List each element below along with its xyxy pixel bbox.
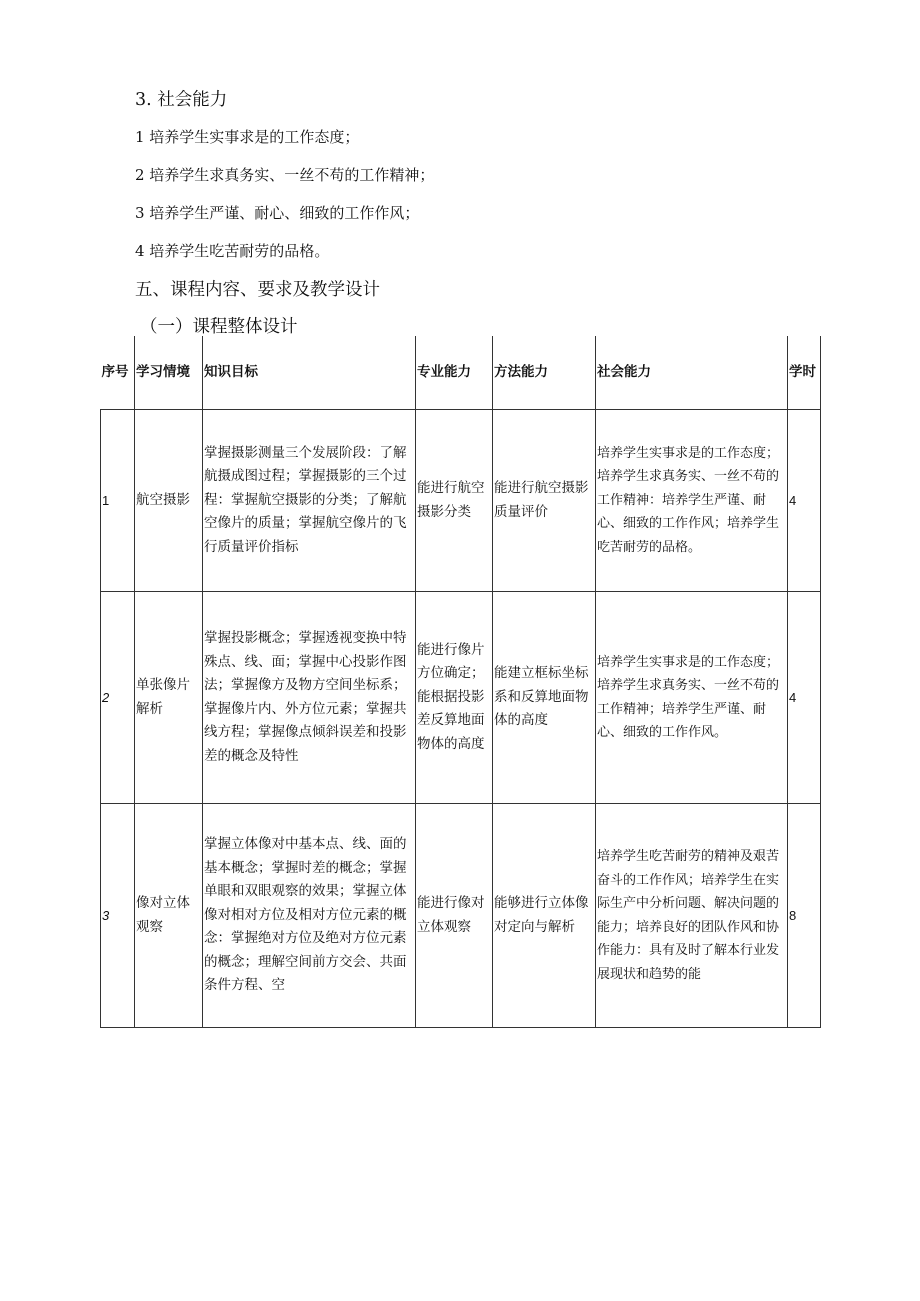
row-number: 3 xyxy=(101,804,135,1028)
header-knowledge: 知识目标 xyxy=(203,336,416,410)
row-situation: 像对立体观察 xyxy=(135,804,203,1028)
row-number: 1 xyxy=(101,410,135,592)
section-5-title: 五、课程内容、要求及教学设计 xyxy=(135,280,380,300)
social-ability-point-1: 1 培养学生实事求是的工作态度； xyxy=(135,128,360,146)
course-design-table xyxy=(100,336,821,1028)
header-hours: 学时 xyxy=(788,336,821,410)
header-professional: 专业能力 xyxy=(416,336,493,410)
section-3-title: 3. 社会能力 xyxy=(135,90,228,110)
header-social: 社会能力 xyxy=(596,336,788,410)
table-row xyxy=(101,804,821,1028)
row-social: 培养学生吃苦耐劳的精神及艰苦奋斗的工作作风；培养学生在实际生产中分析问题、解决问题的能力；培养良好的团队作风和协作能力：具有及时了解本行业发展现状和趋势的能 xyxy=(596,804,788,1028)
header-seq: 序号 xyxy=(101,336,135,410)
row-professional: 能进行像片方位确定；能根据投影差反算地面物体的高度 xyxy=(416,592,493,804)
social-ability-point-4: 4 培养学生吃苦耐劳的品格。 xyxy=(135,242,330,260)
row-hours: 4 xyxy=(788,592,821,804)
row-professional: 能进行航空摄影分类 xyxy=(416,410,493,592)
row-knowledge: 掌握立体像对中基本点、线、面的基本概念；掌握时差的概念；掌握单眼和双眼观察的效果；掌握立体像对相对方位及相对方位元素的概念：掌握绝对方位及绝对方位元素的概念；理解空间前方交会、共面条件方程、空 xyxy=(203,804,416,1028)
social-ability-point-2: 2 培养学生求真务实、一丝不苟的工作精神； xyxy=(135,166,435,184)
row-situation: 航空摄影 xyxy=(135,410,203,592)
row-method: 能进行航空摄影质量评价 xyxy=(493,410,596,592)
row-knowledge: 掌握摄影测量三个发展阶段：了解航摄成图过程；掌握摄影的三个过程：掌握航空摄影的分类；了解航空像片的质量；掌握航空像片的飞行质量评价指标 xyxy=(203,410,416,592)
table-header-row xyxy=(101,336,821,410)
row-method: 能够进行立体像对定向与解析 xyxy=(493,804,596,1028)
header-method: 方法能力 xyxy=(493,336,596,410)
subsection-title: （一）课程整体设计 xyxy=(140,317,298,337)
row-social: 培养学生实事求是的工作态度；培养学生求真务实、一丝不苟的工作精神；培养学生严谨、耐心、细致的工作作风。 xyxy=(596,592,788,804)
row-hours: 8 xyxy=(788,804,821,1028)
table-row xyxy=(101,410,821,592)
row-professional: 能进行像对立体观察 xyxy=(416,804,493,1028)
header-situation: 学习情境 xyxy=(135,336,203,410)
row-hours: 4 xyxy=(788,410,821,592)
row-number: 2 xyxy=(101,592,135,804)
row-method: 能建立框标坐标系和反算地面物体的高度 xyxy=(493,592,596,804)
row-social: 培养学生实事求是的工作态度；培养学生求真务实、一丝不苟的工作精神：培养学生严谨、耐心、细致的工作作风；培养学生吃苦耐劳的品格。 xyxy=(596,410,788,592)
social-ability-point-3: 3 培养学生严谨、耐心、细致的工作作风； xyxy=(135,204,420,222)
row-knowledge: 掌握投影概念；掌握透视变换中特殊点、线、面；掌握中心投影作图法；掌握像方及物方空间坐标系；掌握像片内、外方位元素；掌握共线方程；掌握像点倾斜误差和投影差的概念及特性 xyxy=(203,592,416,804)
row-situation: 单张像片解析 xyxy=(135,592,203,804)
table-row xyxy=(101,592,821,804)
